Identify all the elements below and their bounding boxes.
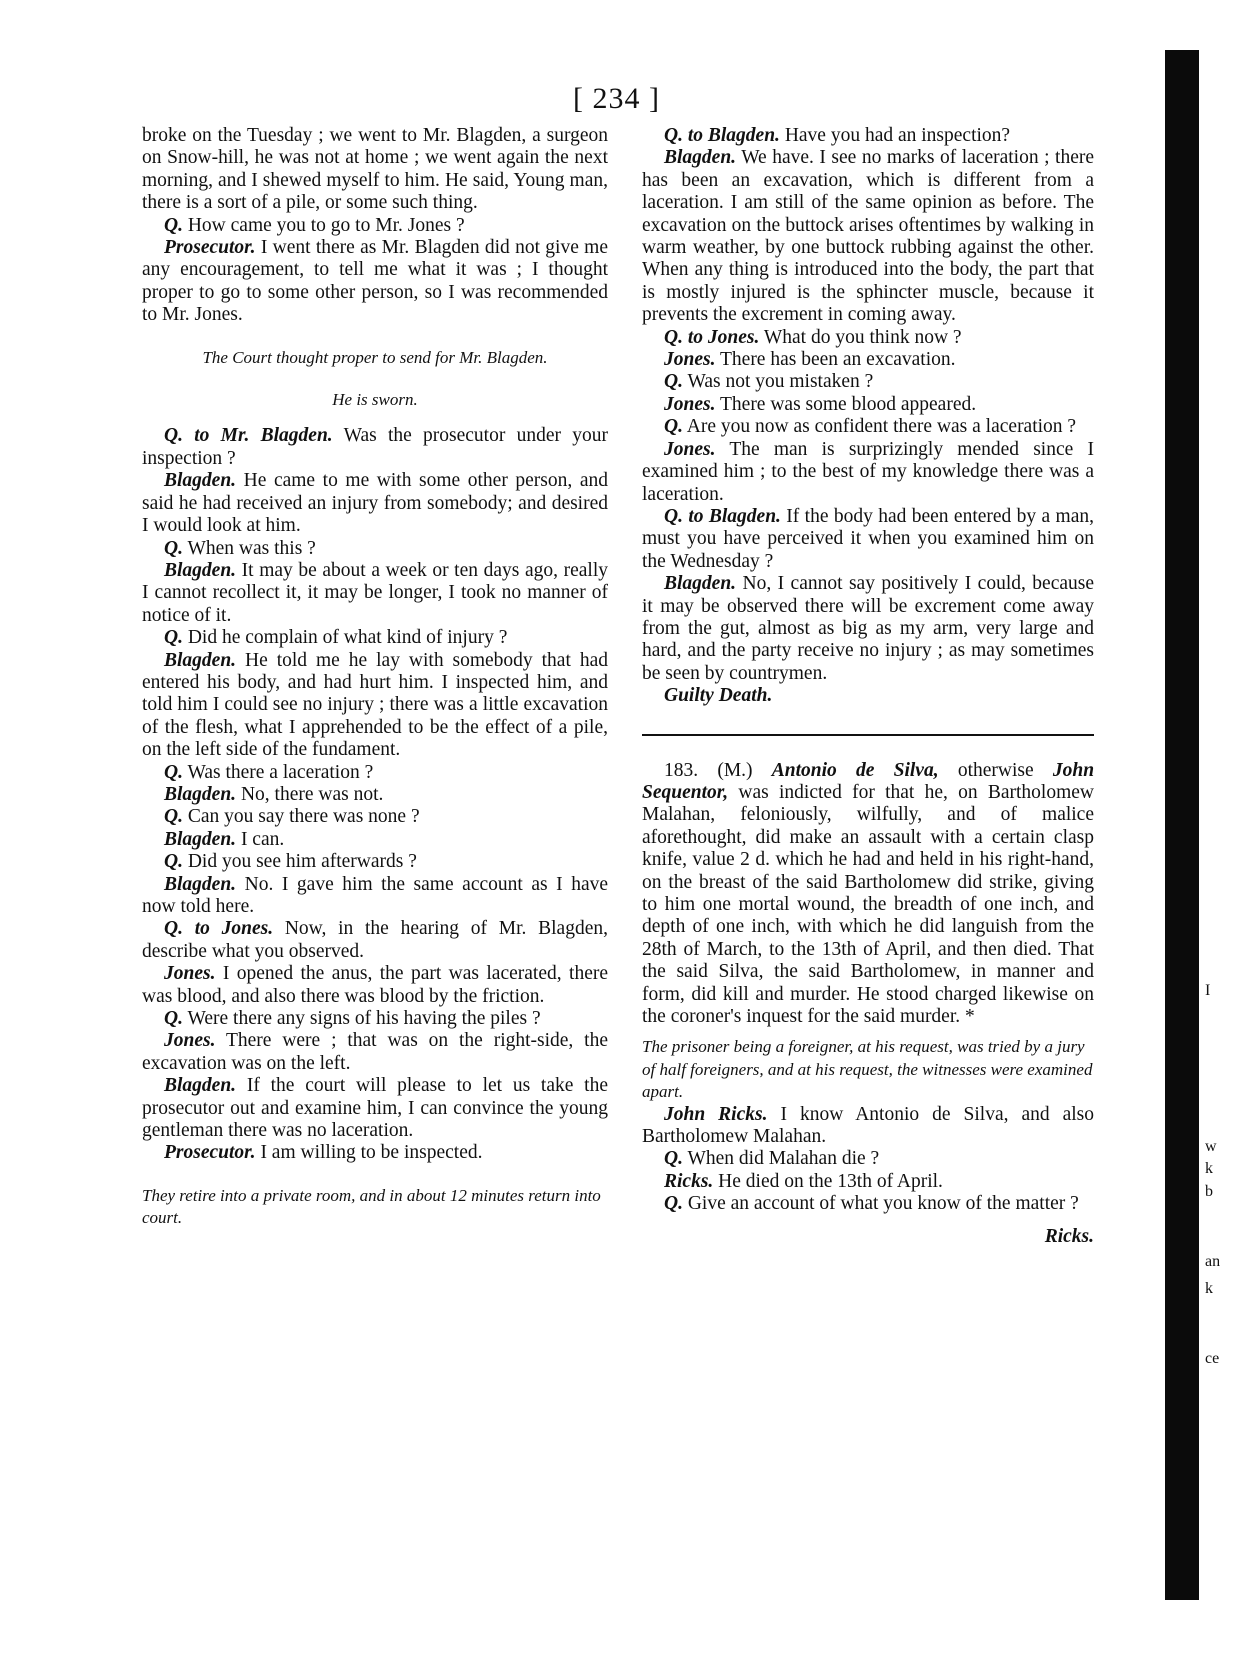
paragraph-text: No. I gave him the same account as I have now told here. <box>142 873 609 917</box>
speaker-label: Q. to Blagden. <box>664 125 780 146</box>
paragraph-text: There were ; that was on the right-side, the excavation was on the left. <box>142 1030 608 1074</box>
testimony-paragraph <box>142 784 608 806</box>
paragraph-text: I went there as Mr. Blagden did not give me any encouragement, to tell me what it was ; I thought proper to go to some other person, so I was recommended to Mr. Jones. <box>142 237 608 326</box>
verdict <box>642 685 1094 707</box>
catchword: Ricks. <box>1044 1225 1094 1247</box>
left-paragraphs-1 <box>142 125 608 327</box>
margin-glyph: an <box>1205 1253 1221 1270</box>
paragraph-text: There was some blood appeared. <box>720 393 977 415</box>
margin-glyph: b <box>1205 1183 1213 1200</box>
paragraph-text: Can you say there was none ? <box>187 806 420 828</box>
testimony-paragraph <box>142 874 608 919</box>
speaker-label: Blagden. <box>164 470 237 492</box>
defendant-name: Antonio de Silva, <box>771 759 939 781</box>
testimony-paragraph <box>642 147 1094 326</box>
testimony-paragraph <box>642 1193 1094 1215</box>
speaker-label: Q. to Jones. <box>664 326 760 348</box>
testimony-paragraph <box>142 125 608 215</box>
paragraph-text: I can. <box>240 828 285 850</box>
paragraph-text: Was the prosecutor under your inspection ? <box>142 425 609 469</box>
paragraph-text: When did Malahan die ? <box>687 1148 880 1170</box>
paragraph-text: Did you see him afterwards ? <box>187 851 417 873</box>
verdict-text: Guilty Death. <box>664 685 773 707</box>
testimony-paragraph <box>142 538 608 560</box>
testimony-paragraph <box>142 806 608 828</box>
testimony-paragraph <box>142 237 608 327</box>
speaker-label: Q. <box>164 214 183 236</box>
speaker-label: Ricks. <box>664 1170 714 1192</box>
testimony-paragraph <box>142 829 608 851</box>
speaker-label: Q. <box>164 537 183 559</box>
testimony-paragraph <box>142 851 608 873</box>
paragraph-text: Was not you mistaken ? <box>687 371 874 393</box>
paragraph-text: We have. I see no marks of laceration ; there has been an excavation, which is different from a laceration. I am still of the same opinion as before. The excavation on the buttock arises oftentimes by walking in warm weather, by one buttock rubbing against the other. When any thing is introduced into the body, the part that is mostly injured is the sphincter muscle, because it prevents the excrement in coming away. <box>642 147 1094 326</box>
speaker-label: Jones. <box>164 1030 216 1052</box>
speaker-label: Q. to Jones. <box>164 918 274 940</box>
margin-glyph: w <box>1205 1138 1217 1155</box>
speaker-label: Prosecutor. <box>164 237 256 259</box>
speaker-label: Q. <box>664 1148 683 1170</box>
right-column <box>642 125 1094 1248</box>
right-paragraphs-2 <box>642 1104 1094 1216</box>
testimony-paragraph <box>642 394 1094 416</box>
paragraph-text: He came to me with some other person, and said he had received an injury from somebody; and desired I would look at him. <box>142 470 608 537</box>
paragraph-text: Were there any signs of his having the piles ? <box>187 1008 541 1030</box>
testimony-paragraph <box>142 215 608 237</box>
paragraph-text: Did he complain of what kind of injury ? <box>187 627 508 649</box>
paragraph-text: I opened the anus, the part was lacerated, there was blood, and also there was blood by the friction. <box>142 963 608 1007</box>
testimony-paragraph <box>642 1171 1094 1193</box>
speaker-label: Jones. <box>664 393 716 415</box>
right-paragraphs-1 <box>642 125 1094 685</box>
testimony-paragraph <box>642 371 1094 393</box>
speaker-label: Blagden. <box>164 649 237 671</box>
paragraph-text: There has been an excavation. <box>720 349 956 371</box>
testimony-paragraph <box>142 1075 608 1142</box>
testimony-paragraph <box>142 627 608 649</box>
speaker-label: John Ricks. <box>664 1103 768 1125</box>
paragraph-text: No, I cannot say positively I could, because it may be observed there will be excrement come away from the gut, almost as big as my arm, very large and hard, and the party receive no injury ; as may sometimes be seen by countrymen. <box>642 573 1094 684</box>
paragraph-text: It may be about a week or ten days ago, really I cannot recollect it, it may be longer, I took no manner of notice of it. <box>142 559 608 626</box>
speaker-label: Q. <box>664 1193 683 1215</box>
case-number: 183. (M.) <box>664 759 753 781</box>
testimony-paragraph <box>642 573 1094 685</box>
testimony-paragraph <box>142 425 608 470</box>
testimony-paragraph <box>642 439 1094 506</box>
speaker-label: Blagden. <box>164 1075 237 1097</box>
speaker-label: Prosecutor. <box>164 1142 256 1164</box>
speaker-label: Blagden. <box>164 783 237 805</box>
paragraph-text: He told me he lay with somebody that had entered his body, and had hurt him. I inspected him, and told him I could see no injury ; there was a little excavation of the flesh, what I apprehended to be the effect of a pile, on the left side of the fundament. <box>142 649 608 761</box>
testimony-paragraph <box>142 918 608 963</box>
left-paragraphs-2 <box>142 425 608 1164</box>
speaker-label: Q. <box>164 806 183 828</box>
testimony-paragraph <box>142 1030 608 1075</box>
paragraph-text: No, there was not. <box>240 783 384 805</box>
paragraph-text: How came you to go to Mr. Jones ? <box>187 214 465 236</box>
speaker-label: Blagden. <box>164 828 237 850</box>
speaker-label: Q. <box>664 416 683 438</box>
speaker-label: Blagden. <box>164 873 237 895</box>
foreigner-note: The prisoner being a foreigner, at his request, was tried by a jury of half foreigners, and at his request, the witnesses were examined apart. <box>642 1037 1093 1102</box>
paragraph-text: What do you think now ? <box>763 326 962 348</box>
testimony-paragraph <box>142 1008 608 1030</box>
testimony-paragraph <box>142 650 608 762</box>
paragraph-text: Are you now as confident there was a laceration ? <box>686 416 1077 438</box>
testimony-paragraph <box>642 125 1094 147</box>
case-183-paragraph <box>642 760 1094 1029</box>
speaker-label: Q. to Blagden. <box>664 505 781 527</box>
speaker-label: Jones. <box>164 963 216 985</box>
paragraph-text: He died on the 13th of April. <box>718 1170 943 1192</box>
section-rule <box>642 734 1094 736</box>
speaker-label: Q. <box>664 371 683 393</box>
paragraph-text: If the court will please to let us take the prosecutor out and examine him, I can convince the young gentleman there was no laceration. <box>142 1075 609 1142</box>
paragraph-text: Have you had an inspection? <box>784 125 1011 146</box>
paragraph-text: broke on the Tuesday ; we went to Mr. Blagden, a surgeon on Snow-hill, he was not at home ; we went again the next morning, and I shewed myself to him. He said, Young man, there is a sort of a pile, or some such thing. <box>142 125 608 214</box>
margin-glyph: k <box>1205 1160 1213 1177</box>
testimony-paragraph <box>142 470 608 537</box>
paragraph-text: Now, in the hearing of Mr. Blagden, describe what you observed. <box>142 918 608 962</box>
paragraph-text: Give an account of what you know of the matter ? <box>687 1193 1079 1215</box>
testimony-paragraph <box>142 560 608 627</box>
testimony-paragraph <box>142 762 608 784</box>
margin-glyph: ce <box>1205 1350 1220 1367</box>
speaker-label: Q. to Mr. Blagden. <box>164 425 333 447</box>
retire-note: They retire into a private room, and in about 12 minutes return into court. <box>142 1185 601 1228</box>
speaker-label: Q. <box>164 761 183 783</box>
paragraph-text: When was this ? <box>187 537 316 559</box>
speaker-label: Blagden. <box>664 573 737 595</box>
speaker-label: Q. <box>164 851 183 873</box>
testimony-paragraph <box>642 327 1094 349</box>
speaker-label: Jones. <box>664 438 716 460</box>
left-column <box>142 125 608 1230</box>
paragraph-text: Was there a laceration ? <box>187 761 374 783</box>
testimony-paragraph <box>642 349 1094 371</box>
testimony-paragraph <box>642 1148 1094 1170</box>
paragraph-text: I am willing to be inspected. <box>260 1142 483 1164</box>
testimony-paragraph <box>642 1104 1094 1149</box>
page-number: [ 234 ] <box>573 82 660 115</box>
speaker-label: Q. <box>164 1008 183 1030</box>
speaker-label: Blagden. <box>164 559 237 581</box>
sworn-note: He is sworn. <box>332 390 418 410</box>
speaker-label: Blagden. <box>664 147 737 169</box>
alias-word: otherwise <box>957 759 1034 781</box>
paragraph-text: If the body had been entered by a man, must you have perceived it when you examined him on the Wednesday ? <box>642 505 1094 572</box>
defendant-alias: John Sequentor, <box>642 759 1095 803</box>
margin-glyph: k <box>1205 1280 1213 1297</box>
speaker-label: Jones. <box>664 349 716 371</box>
testimony-paragraph <box>142 963 608 1008</box>
testimony-paragraph <box>142 1142 608 1164</box>
indictment-text: was indicted for that he, on Bartholomew Malahan, feloniously, wilfully, and of malice aforethought, did make an assault with a certain clasp knife, value 2 d. which he had and held in his right-hand, on the breast of the said Bartholomew did strike, giving to him one mortal wound, the breadth of one inch, and depth of one inch, with which he did languish from the 28th of March, to the 13th of April, and then died. That the said Silva, the said Bartholomew, in manner and form, did kill and murder. He stood charged likewise on the coroner's inquest for the said murder. * <box>642 781 1095 1028</box>
book-spine-shadow <box>1165 50 1199 1600</box>
court-note: The Court thought proper to send for Mr. Blagden. <box>202 347 548 367</box>
margin-glyph: I <box>1205 982 1211 999</box>
speaker-label: Q. <box>164 627 183 649</box>
paragraph-text: I know Antonio de Silva, and also Bartholomew Malahan. <box>642 1103 1095 1148</box>
testimony-paragraph <box>642 506 1094 573</box>
testimony-paragraph <box>642 416 1094 438</box>
paragraph-text: The man is surprizingly mended since I examined him ; to the best of my knowledge there was a laceration. <box>642 438 1094 505</box>
